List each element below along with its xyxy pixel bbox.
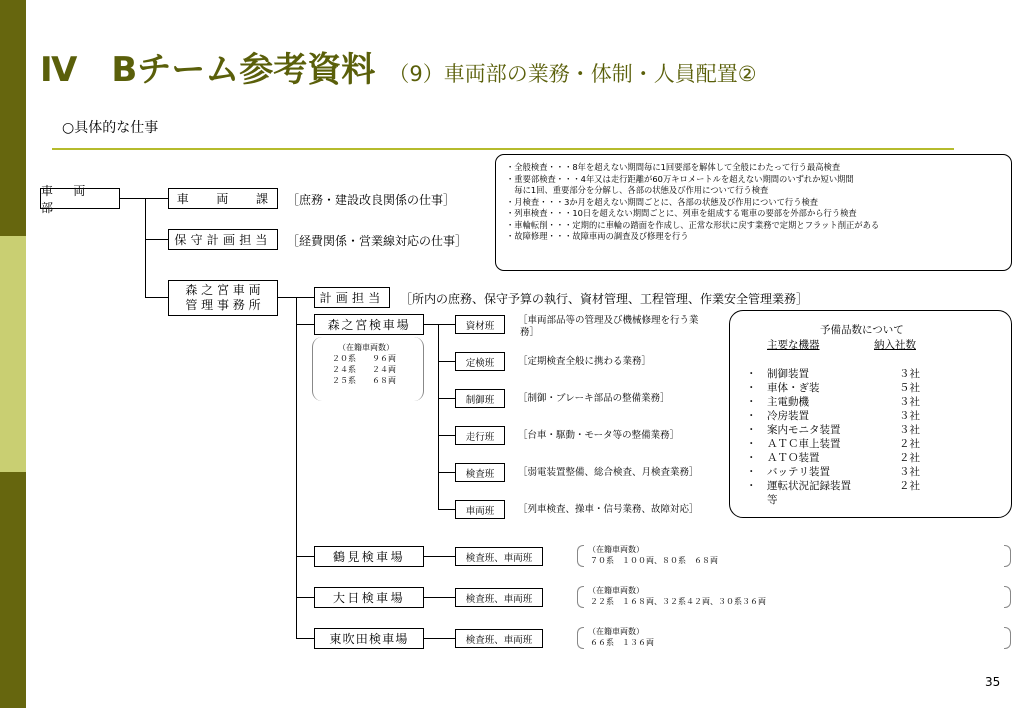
sidebar-strip-middle bbox=[0, 236, 26, 472]
bullet: ・ bbox=[746, 466, 757, 478]
connector-line bbox=[296, 297, 297, 638]
tsurumi-depot-box: 鶴見検車場 bbox=[314, 546, 424, 567]
title-underline bbox=[52, 148, 954, 150]
planning-description: ［所内の庶務、保守予算の執行、資材管理、工程管理、作業安全管理業務］ bbox=[400, 292, 809, 306]
depot-cars-bracket-left bbox=[577, 545, 584, 567]
inspection-line: 毎に1回、重要部分を分解し、各部の状態及び作用について行う検査 bbox=[506, 185, 769, 195]
connector-line bbox=[145, 297, 168, 298]
connector-line bbox=[424, 556, 455, 557]
depot-cars-title: （在籍車両数） bbox=[588, 627, 644, 636]
supplier-count: ５社 bbox=[899, 382, 920, 394]
connector-line bbox=[296, 556, 314, 557]
depot-cars-bracket-left bbox=[577, 627, 584, 649]
spare-parts-row bbox=[746, 394, 946, 408]
team-box-vehicle: 車両班 bbox=[455, 500, 505, 519]
higashi-suita-teams-box: 検査班、車両班 bbox=[455, 629, 543, 648]
depot-cars-title: （在籍車両数） bbox=[588, 545, 644, 554]
depot-cars-title: （在籍車両数） bbox=[588, 586, 644, 595]
vehicle-department-box: 車 両 部 bbox=[40, 188, 120, 209]
morinomiya-cars-title: （在籍車両数） bbox=[338, 343, 394, 352]
supplier-count: ２社 bbox=[899, 480, 920, 492]
higashi-suita-depot-box: 東吹田検車場 bbox=[314, 628, 424, 649]
spare-parts-row bbox=[746, 422, 946, 436]
section-heading: ○具体的な仕事 bbox=[62, 120, 159, 136]
connector-line bbox=[296, 638, 314, 639]
spare-parts-row bbox=[746, 408, 946, 422]
equipment-name: 主電動機 bbox=[767, 396, 809, 408]
bullet: ・ bbox=[746, 396, 757, 408]
bullet: ・ bbox=[746, 438, 757, 450]
connector-line bbox=[424, 597, 455, 598]
spare-parts-row bbox=[746, 478, 946, 492]
team-box-materials: 資材班 bbox=[455, 315, 505, 334]
inspection-line: ・月検査・・・3か月を超えない期間ごとに、各部の状態及び作用について行う検査 bbox=[506, 196, 819, 207]
depot-cars: ７０系 １００両、８０系 ６８両 bbox=[590, 556, 718, 565]
spare-parts-title: 予備品数について bbox=[820, 324, 904, 336]
spare-parts-row bbox=[746, 436, 946, 450]
page-number: 35 bbox=[985, 675, 1001, 689]
connector-line bbox=[145, 239, 168, 240]
dainichi-teams-box: 検査班、車両班 bbox=[455, 588, 543, 607]
supplier-count: ２社 bbox=[899, 438, 920, 450]
supplier-count: ３社 bbox=[899, 368, 920, 380]
inspection-line: ・全般検査・・・8年を超えない期間毎に1回要部を解体して全般にわたって行う最高検査 bbox=[506, 162, 841, 172]
bullet: ・ bbox=[746, 368, 757, 380]
team-box-running-gear: 走行班 bbox=[455, 426, 505, 445]
spare-parts-footnote: 等 bbox=[767, 494, 778, 506]
inspection-line: ・車輪転削・・・定期的に車輪の踏面を作成し、正常な形状に戻す業務で定期とフラット削正がある bbox=[506, 219, 880, 230]
equipment-name: 制御装置 bbox=[767, 368, 809, 380]
team-box-control: 制御班 bbox=[455, 389, 505, 408]
depot-cars-bracket-left bbox=[577, 586, 584, 608]
spare-parts-col-equipment: 主要な機器 bbox=[767, 339, 820, 351]
maintenance-planning-box: 保守計画担当 bbox=[168, 229, 278, 250]
inspection-line: ・重要部検査・・・4年又は走行距離が60万キロメートルを超えない期間のいずれか短い期間 bbox=[506, 173, 854, 184]
dainichi-depot-box: 大日検車場 bbox=[314, 587, 424, 608]
tsurumi-teams-box: 検査班、車両班 bbox=[455, 547, 543, 566]
inspection-line: ・故障修理・・・故障車両の調査及び修理を行う bbox=[506, 231, 689, 241]
connector-line bbox=[296, 597, 314, 598]
equipment-name: 冷房装置 bbox=[767, 410, 809, 422]
sidebar-strip-bottom bbox=[0, 472, 26, 708]
equipment-name: 運転状況記録装置 bbox=[767, 480, 851, 492]
team-description: ［車両部品等の管理及び機械修理を行う業 bbox=[518, 315, 699, 326]
spare-parts-row bbox=[746, 464, 946, 478]
connector-line bbox=[438, 324, 439, 509]
morinomiya-office-line1: 森 之 宮 車 両 bbox=[185, 283, 261, 297]
depot-cars-bracket-right bbox=[1004, 586, 1011, 608]
connector-line bbox=[438, 509, 455, 510]
supplier-count: ２社 bbox=[899, 452, 920, 464]
morinomiya-cars-line: ２４系 ２４両 bbox=[332, 365, 396, 374]
equipment-name: ＡＴＣ車上装置 bbox=[767, 438, 841, 450]
bullet: ・ bbox=[746, 424, 757, 436]
inspection-line: ・列車検査・・・10日を超えない期間ごとに、列車を組成する電車の要部を外部から行う検査 bbox=[506, 208, 857, 218]
vehicle-section-description: ［庶務・建設改良関係の仕事］ bbox=[287, 193, 456, 207]
spare-parts-row bbox=[746, 450, 946, 464]
bullet: ・ bbox=[746, 452, 757, 464]
depot-cars: ２２系 １６８両、３２系４２両、３０系３６両 bbox=[590, 597, 766, 606]
spare-parts-row bbox=[746, 380, 946, 394]
supplier-count: ３社 bbox=[899, 466, 920, 478]
equipment-name: 車体・ぎ装 bbox=[767, 382, 820, 394]
team-box-periodic-inspection: 定検班 bbox=[455, 352, 505, 371]
team-description: ［弱電装置整備、総合検査、月検査業務］ bbox=[518, 467, 699, 478]
connector-line bbox=[120, 198, 168, 199]
spare-parts-col-suppliers: 納入社数 bbox=[874, 339, 916, 351]
vehicle-section-box: 車 両 課 bbox=[168, 188, 278, 209]
morinomiya-depot-box: 森之宮検車場 bbox=[314, 314, 424, 335]
equipment-name: ＡＴＯ装置 bbox=[767, 452, 820, 464]
connector-line bbox=[438, 361, 455, 362]
connector-line bbox=[296, 324, 314, 325]
title-main: Ⅳ Bチーム参考資料 bbox=[40, 50, 376, 90]
supplier-count: ３社 bbox=[899, 424, 920, 436]
morinomiya-office-line2: 管 理 事 務 所 bbox=[185, 298, 261, 312]
equipment-name: 案内モニタ装置 bbox=[767, 424, 841, 436]
connector-line bbox=[424, 324, 455, 325]
sidebar-strip-top bbox=[0, 0, 26, 236]
team-box-inspection: 検査班 bbox=[455, 463, 505, 482]
depot-cars-bracket-right bbox=[1004, 627, 1011, 649]
morinomiya-cars-line: ２０系 ９６両 bbox=[332, 354, 396, 363]
connector-line bbox=[438, 435, 455, 436]
depot-cars-bracket-right bbox=[1004, 545, 1011, 567]
planning-box: 計画担当 bbox=[314, 287, 390, 308]
inspection-description-box bbox=[495, 154, 1012, 271]
supplier-count: ３社 bbox=[899, 396, 920, 408]
team-description: ［定期検査全般に携わる業務］ bbox=[518, 356, 652, 367]
team-description: ［台車・駆動・モータ等の整備業務］ bbox=[518, 430, 680, 441]
supplier-count: ３社 bbox=[899, 410, 920, 422]
team-description: ［制御・ブレーキ部品の整備業務］ bbox=[518, 393, 670, 404]
connector-line bbox=[145, 198, 146, 298]
bullet: ・ bbox=[746, 410, 757, 422]
morinomiya-office-box bbox=[168, 280, 278, 316]
bullet: ・ bbox=[746, 480, 757, 492]
title-sub: （9）車両部の業務・体制・人員配置② bbox=[388, 62, 757, 86]
equipment-name: バッテリ装置 bbox=[767, 466, 830, 478]
connector-line bbox=[438, 472, 455, 473]
team-description: ［列車検査、操車・信号業務、故障対応］ bbox=[518, 504, 699, 515]
slide-title bbox=[40, 42, 757, 91]
depot-cars: ６６系 １３６両 bbox=[590, 638, 654, 647]
team-description: 務］ bbox=[520, 327, 540, 338]
maintenance-planning-description: ［経費関係・営業線対応の仕事］ bbox=[287, 234, 468, 248]
bullet: ・ bbox=[746, 382, 757, 394]
morinomiya-cars-line: ２５系 ６８両 bbox=[332, 376, 396, 385]
connector-line bbox=[424, 638, 455, 639]
connector-line bbox=[438, 398, 455, 399]
spare-parts-row bbox=[746, 366, 946, 380]
